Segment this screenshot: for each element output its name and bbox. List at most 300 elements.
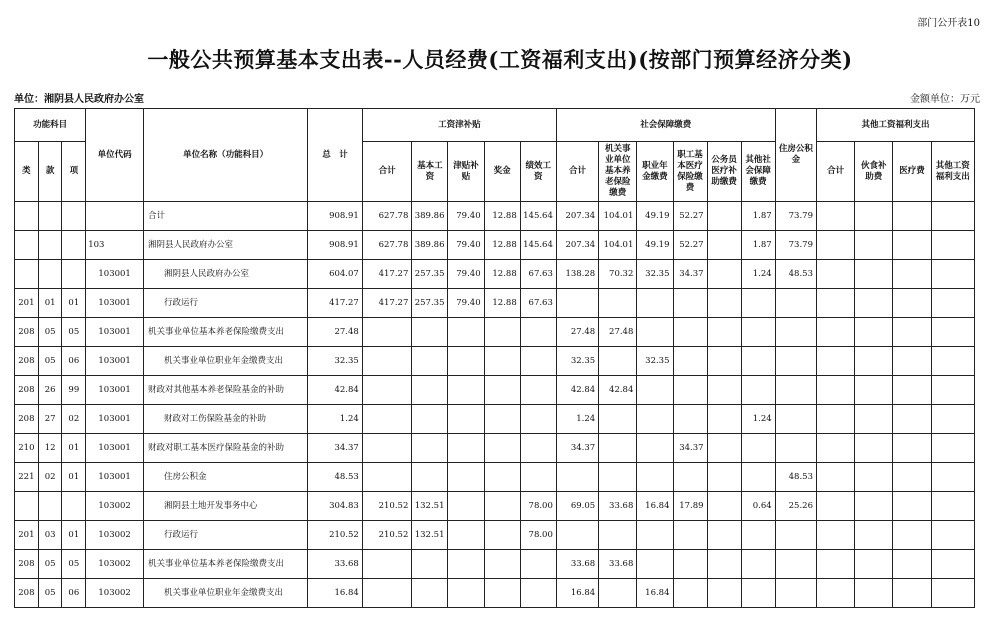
cell-xiang: 06 — [62, 347, 86, 376]
cell-medical — [673, 405, 707, 434]
cell-pension — [599, 579, 637, 608]
cell-xiang: 01 — [62, 463, 86, 492]
table-row — [15, 579, 975, 608]
cell-bonus: 12.88 — [484, 289, 520, 318]
cell-kuan: 01 — [38, 289, 62, 318]
cell-name: 机关事业单位职业年金缴费支出 — [144, 579, 308, 608]
table-row — [15, 521, 975, 550]
cell-meal — [855, 318, 893, 347]
cell-lei: 201 — [15, 289, 39, 318]
cell-basic-wage: 257.35 — [412, 289, 448, 318]
cell-xiang — [62, 260, 86, 289]
cell-civil-med — [707, 289, 741, 318]
cell-perf — [520, 376, 556, 405]
cell-kuan — [38, 202, 62, 231]
cell-code: 103001 — [86, 347, 144, 376]
cell-basic-wage — [412, 463, 448, 492]
cell-xiang: 05 — [62, 550, 86, 579]
cell-other-total — [816, 347, 854, 376]
table-row — [15, 347, 975, 376]
header-other-welfare: 其他工资福利支出 — [931, 142, 974, 202]
cell-lei: 208 — [15, 318, 39, 347]
cell-other-welfare — [931, 579, 974, 608]
header-name: 单位名称（功能科目） — [144, 109, 308, 202]
cell-lei: 221 — [15, 463, 39, 492]
cell-medfee — [893, 521, 931, 550]
cell-social-total: 27.48 — [556, 318, 598, 347]
cell-lei: 208 — [15, 405, 39, 434]
cell-wage-total: 210.52 — [362, 521, 412, 550]
cell-bonus — [484, 492, 520, 521]
cell-civil-med — [707, 463, 741, 492]
cell-perf: 145.64 — [520, 231, 556, 260]
cell-annuity — [637, 405, 673, 434]
cell-wage-total: 210.52 — [362, 492, 412, 521]
table-row — [15, 463, 975, 492]
cell-medfee — [893, 463, 931, 492]
cell-other-welfare — [931, 434, 974, 463]
cell-housing: 48.53 — [775, 260, 816, 289]
cell-name: 财政对工伤保险基金的补助 — [144, 405, 308, 434]
cell-lei: 210 — [15, 434, 39, 463]
cell-lei — [15, 492, 39, 521]
cell-meal — [855, 550, 893, 579]
cell-other-social — [741, 289, 775, 318]
cell-meal — [855, 579, 893, 608]
table-row — [15, 492, 975, 521]
cell-meal — [855, 347, 893, 376]
cell-basic-wage — [412, 318, 448, 347]
cell-perf — [520, 579, 556, 608]
table-row — [15, 405, 975, 434]
cell-allowance: 79.40 — [448, 289, 484, 318]
cell-allowance — [448, 405, 484, 434]
cell-bonus — [484, 318, 520, 347]
cell-medical: 52.27 — [673, 231, 707, 260]
cell-code: 103001 — [86, 260, 144, 289]
cell-medfee — [893, 289, 931, 318]
cell-name: 行政运行 — [144, 289, 308, 318]
cell-perf — [520, 318, 556, 347]
cell-code: 103001 — [86, 318, 144, 347]
cell-other-welfare — [931, 550, 974, 579]
cell-other-social — [741, 434, 775, 463]
cell-annuity — [637, 550, 673, 579]
cell-name: 湘阴县人民政府办公室 — [144, 260, 308, 289]
cell-basic-wage — [412, 405, 448, 434]
cell-annuity: 16.84 — [637, 492, 673, 521]
cell-pension: 104.01 — [599, 231, 637, 260]
header-medfee: 医疗费 — [893, 142, 931, 202]
cell-other-social: 0.64 — [741, 492, 775, 521]
cell-total: 604.07 — [308, 260, 363, 289]
cell-lei: 201 — [15, 521, 39, 550]
cell-civil-med — [707, 550, 741, 579]
cell-housing — [775, 289, 816, 318]
header-meal: 伙食补助费 — [855, 142, 893, 202]
header-xiang: 项 — [62, 142, 86, 202]
cell-meal — [855, 260, 893, 289]
cell-kuan: 05 — [38, 579, 62, 608]
cell-social-total: 34.37 — [556, 434, 598, 463]
header-other-group: 其他工资福利支出 — [816, 109, 974, 142]
cell-other-welfare — [931, 463, 974, 492]
cell-meal — [855, 376, 893, 405]
cell-civil-med — [707, 405, 741, 434]
cell-wage-total — [362, 463, 412, 492]
cell-medfee — [893, 260, 931, 289]
cell-allowance — [448, 434, 484, 463]
header-total: 总 计 — [308, 109, 363, 202]
table-row — [15, 231, 975, 260]
cell-social-total: 16.84 — [556, 579, 598, 608]
cell-wage-total: 627.78 — [362, 231, 412, 260]
cell-kuan: 05 — [38, 347, 62, 376]
cell-kuan — [38, 231, 62, 260]
cell-other-social — [741, 376, 775, 405]
cell-annuity — [637, 318, 673, 347]
cell-social-total: 1.24 — [556, 405, 598, 434]
table-row — [15, 434, 975, 463]
cell-allowance — [448, 376, 484, 405]
cell-medfee — [893, 347, 931, 376]
table-row — [15, 289, 975, 318]
cell-bonus: 12.88 — [484, 231, 520, 260]
header-basic-wage: 基本工资 — [412, 142, 448, 202]
cell-code: 103001 — [86, 463, 144, 492]
cell-annuity: 49.19 — [637, 231, 673, 260]
cell-other-total — [816, 434, 854, 463]
cell-other-total — [816, 405, 854, 434]
cell-kuan — [38, 492, 62, 521]
cell-civil-med — [707, 318, 741, 347]
cell-social-total — [556, 289, 598, 318]
cell-other-total — [816, 492, 854, 521]
cell-kuan: 27 — [38, 405, 62, 434]
cell-housing — [775, 376, 816, 405]
cell-perf — [520, 347, 556, 376]
cell-civil-med — [707, 260, 741, 289]
cell-civil-med — [707, 492, 741, 521]
cell-name: 行政运行 — [144, 521, 308, 550]
cell-basic-wage: 389.86 — [412, 202, 448, 231]
cell-medical: 34.37 — [673, 434, 707, 463]
cell-kuan: 02 — [38, 463, 62, 492]
cell-medfee — [893, 579, 931, 608]
cell-medfee — [893, 231, 931, 260]
cell-total: 34.37 — [308, 434, 363, 463]
cell-total: 304.83 — [308, 492, 363, 521]
header-bonus: 奖金 — [484, 142, 520, 202]
cell-wage-total — [362, 405, 412, 434]
cell-social-total: 207.34 — [556, 202, 598, 231]
expenditure-table — [14, 108, 975, 608]
cell-code: 103002 — [86, 521, 144, 550]
cell-basic-wage — [412, 579, 448, 608]
cell-bonus — [484, 434, 520, 463]
cell-lei — [15, 260, 39, 289]
table-row — [15, 318, 975, 347]
cell-bonus — [484, 550, 520, 579]
cell-name: 合计 — [144, 202, 308, 231]
cell-medical — [673, 347, 707, 376]
cell-other-social: 1.87 — [741, 231, 775, 260]
cell-name: 机关事业单位基本养老保险缴费支出 — [144, 550, 308, 579]
cell-code: 103002 — [86, 550, 144, 579]
cell-other-welfare — [931, 405, 974, 434]
cell-meal — [855, 405, 893, 434]
cell-code — [86, 202, 144, 231]
cell-wage-total — [362, 318, 412, 347]
cell-bonus: 12.88 — [484, 260, 520, 289]
cell-bonus — [484, 405, 520, 434]
cell-annuity: 49.19 — [637, 202, 673, 231]
cell-allowance — [448, 463, 484, 492]
cell-other-welfare — [931, 318, 974, 347]
cell-code: 103002 — [86, 579, 144, 608]
cell-pension — [599, 347, 637, 376]
cell-total: 210.52 — [308, 521, 363, 550]
cell-bonus: 12.88 — [484, 202, 520, 231]
cell-name: 住房公积金 — [144, 463, 308, 492]
cell-wage-total — [362, 550, 412, 579]
header-code: 单位代码 — [86, 109, 144, 202]
cell-perf: 145.64 — [520, 202, 556, 231]
cell-perf — [520, 550, 556, 579]
table-row — [15, 376, 975, 405]
header-wage-group: 工资津补贴 — [362, 109, 556, 142]
cell-allowance: 79.40 — [448, 260, 484, 289]
cell-name: 湘阴县人民政府办公室 — [144, 231, 308, 260]
header-perf: 绩效工资 — [520, 142, 556, 202]
cell-total: 27.48 — [308, 318, 363, 347]
cell-perf: 78.00 — [520, 521, 556, 550]
cell-bonus — [484, 376, 520, 405]
cell-perf: 67.63 — [520, 260, 556, 289]
cell-housing — [775, 550, 816, 579]
cell-medfee — [893, 550, 931, 579]
cell-other-welfare — [931, 289, 974, 318]
cell-annuity: 32.35 — [637, 347, 673, 376]
cell-other-total — [816, 550, 854, 579]
table-row — [15, 550, 975, 579]
cell-allowance: 79.40 — [448, 202, 484, 231]
cell-other-social: 1.24 — [741, 405, 775, 434]
cell-meal — [855, 521, 893, 550]
cell-civil-med — [707, 434, 741, 463]
cell-civil-med — [707, 376, 741, 405]
cell-wage-total — [362, 376, 412, 405]
cell-other-total — [816, 521, 854, 550]
cell-allowance — [448, 318, 484, 347]
cell-housing: 48.53 — [775, 463, 816, 492]
cell-wage-total — [362, 434, 412, 463]
cell-medfee — [893, 376, 931, 405]
header-other-social: 其他社会保障缴费 — [741, 142, 775, 202]
cell-annuity: 16.84 — [637, 579, 673, 608]
cell-kuan: 12 — [38, 434, 62, 463]
cell-medfee — [893, 318, 931, 347]
cell-kuan: 05 — [38, 318, 62, 347]
cell-medfee — [893, 434, 931, 463]
cell-allowance — [448, 492, 484, 521]
cell-annuity — [637, 289, 673, 318]
cell-civil-med — [707, 231, 741, 260]
cell-xiang: 02 — [62, 405, 86, 434]
cell-medical — [673, 376, 707, 405]
cell-medical — [673, 579, 707, 608]
cell-perf: 67.63 — [520, 289, 556, 318]
cell-bonus — [484, 347, 520, 376]
cell-perf: 78.00 — [520, 492, 556, 521]
cell-social-total: 207.34 — [556, 231, 598, 260]
cell-basic-wage — [412, 550, 448, 579]
cell-social-total: 33.68 — [556, 550, 598, 579]
cell-meal — [855, 231, 893, 260]
cell-social-total — [556, 521, 598, 550]
cell-kuan — [38, 260, 62, 289]
cell-allowance — [448, 347, 484, 376]
cell-pension — [599, 434, 637, 463]
cell-name: 湘阴县土地开发事务中心 — [144, 492, 308, 521]
cell-other-social — [741, 463, 775, 492]
table-row — [15, 202, 975, 231]
cell-wage-total — [362, 347, 412, 376]
cell-other-welfare — [931, 521, 974, 550]
cell-xiang: 99 — [62, 376, 86, 405]
cell-total: 908.91 — [308, 231, 363, 260]
cell-medical — [673, 521, 707, 550]
cell-medical: 17.89 — [673, 492, 707, 521]
cell-basic-wage — [412, 347, 448, 376]
cell-other-welfare — [931, 202, 974, 231]
cell-total: 42.84 — [308, 376, 363, 405]
cell-allowance — [448, 550, 484, 579]
cell-civil-med — [707, 347, 741, 376]
cell-other-welfare — [931, 260, 974, 289]
cell-wage-total: 417.27 — [362, 289, 412, 318]
cell-bonus — [484, 579, 520, 608]
cell-other-social — [741, 550, 775, 579]
cell-other-welfare — [931, 231, 974, 260]
cell-pension — [599, 521, 637, 550]
cell-other-total — [816, 260, 854, 289]
cell-code: 103001 — [86, 376, 144, 405]
cell-meal — [855, 463, 893, 492]
header-allowance: 津贴补贴 — [448, 142, 484, 202]
header-annuity: 职业年金缴费 — [637, 142, 673, 202]
cell-housing: 25.26 — [775, 492, 816, 521]
table-row — [15, 260, 975, 289]
cell-allowance — [448, 521, 484, 550]
page-title: 一般公共预算基本支出表--人员经费(工资福利支出)(按部门预算经济分类) — [147, 47, 853, 72]
cell-code: 103001 — [86, 405, 144, 434]
header-housing: 住房公积金 — [775, 109, 816, 202]
cell-bonus — [484, 463, 520, 492]
cell-xiang: 01 — [62, 434, 86, 463]
cell-allowance — [448, 579, 484, 608]
cell-pension: 104.01 — [599, 202, 637, 231]
cell-pension: 33.68 — [599, 550, 637, 579]
cell-kuan: 26 — [38, 376, 62, 405]
cell-medical: 34.37 — [673, 260, 707, 289]
cell-pension — [599, 463, 637, 492]
cell-other-total — [816, 376, 854, 405]
cell-meal — [855, 492, 893, 521]
header-medical: 职工基本医疗保险缴费 — [673, 142, 707, 202]
cell-name: 机关事业单位职业年金缴费支出 — [144, 347, 308, 376]
cell-annuity: 32.35 — [637, 260, 673, 289]
cell-social-total: 138.28 — [556, 260, 598, 289]
cell-lei: 208 — [15, 376, 39, 405]
cell-other-welfare — [931, 492, 974, 521]
cell-other-social: 1.87 — [741, 202, 775, 231]
cell-housing — [775, 434, 816, 463]
cell-social-total: 32.35 — [556, 347, 598, 376]
cell-lei — [15, 202, 39, 231]
cell-pension: 33.68 — [599, 492, 637, 521]
cell-pension — [599, 405, 637, 434]
cell-allowance: 79.40 — [448, 231, 484, 260]
cell-civil-med — [707, 521, 741, 550]
cell-perf — [520, 405, 556, 434]
cell-code: 103001 — [86, 289, 144, 318]
cell-pension: 27.48 — [599, 318, 637, 347]
cell-other-welfare — [931, 376, 974, 405]
cell-other-total — [816, 579, 854, 608]
cell-lei: 208 — [15, 579, 39, 608]
cell-other-total — [816, 202, 854, 231]
cell-annuity — [637, 521, 673, 550]
cell-medical — [673, 463, 707, 492]
cell-name: 财政对职工基本医疗保险基金的补助 — [144, 434, 308, 463]
unit-label: 单位：湘阴县人民政府办公室 — [14, 94, 144, 105]
cell-social-total: 42.84 — [556, 376, 598, 405]
cell-pension: 42.84 — [599, 376, 637, 405]
cell-other-social — [741, 521, 775, 550]
cell-xiang: 01 — [62, 289, 86, 318]
cell-basic-wage: 132.51 — [412, 521, 448, 550]
header-social-group: 社会保障缴费 — [556, 109, 775, 142]
cell-lei: 208 — [15, 347, 39, 376]
cell-medfee — [893, 202, 931, 231]
header-func: 功能科目 — [15, 109, 86, 142]
cell-medfee — [893, 492, 931, 521]
cell-medical — [673, 550, 707, 579]
cell-xiang: 01 — [62, 521, 86, 550]
cell-other-total — [816, 289, 854, 318]
cell-other-social — [741, 579, 775, 608]
cell-medical — [673, 289, 707, 318]
cell-perf — [520, 434, 556, 463]
cell-meal — [855, 289, 893, 318]
cell-other-total — [816, 463, 854, 492]
cell-basic-wage — [412, 376, 448, 405]
cell-other-total — [816, 318, 854, 347]
cell-perf — [520, 463, 556, 492]
cell-basic-wage — [412, 434, 448, 463]
cell-total: 48.53 — [308, 463, 363, 492]
cell-wage-total — [362, 579, 412, 608]
cell-pension: 70.32 — [599, 260, 637, 289]
cell-kuan: 03 — [38, 521, 62, 550]
cell-medical: 52.27 — [673, 202, 707, 231]
cell-code: 103002 — [86, 492, 144, 521]
table-number: 部门公开表10 — [917, 18, 980, 29]
cell-other-social — [741, 347, 775, 376]
cell-housing: 73.79 — [775, 202, 816, 231]
cell-annuity — [637, 434, 673, 463]
